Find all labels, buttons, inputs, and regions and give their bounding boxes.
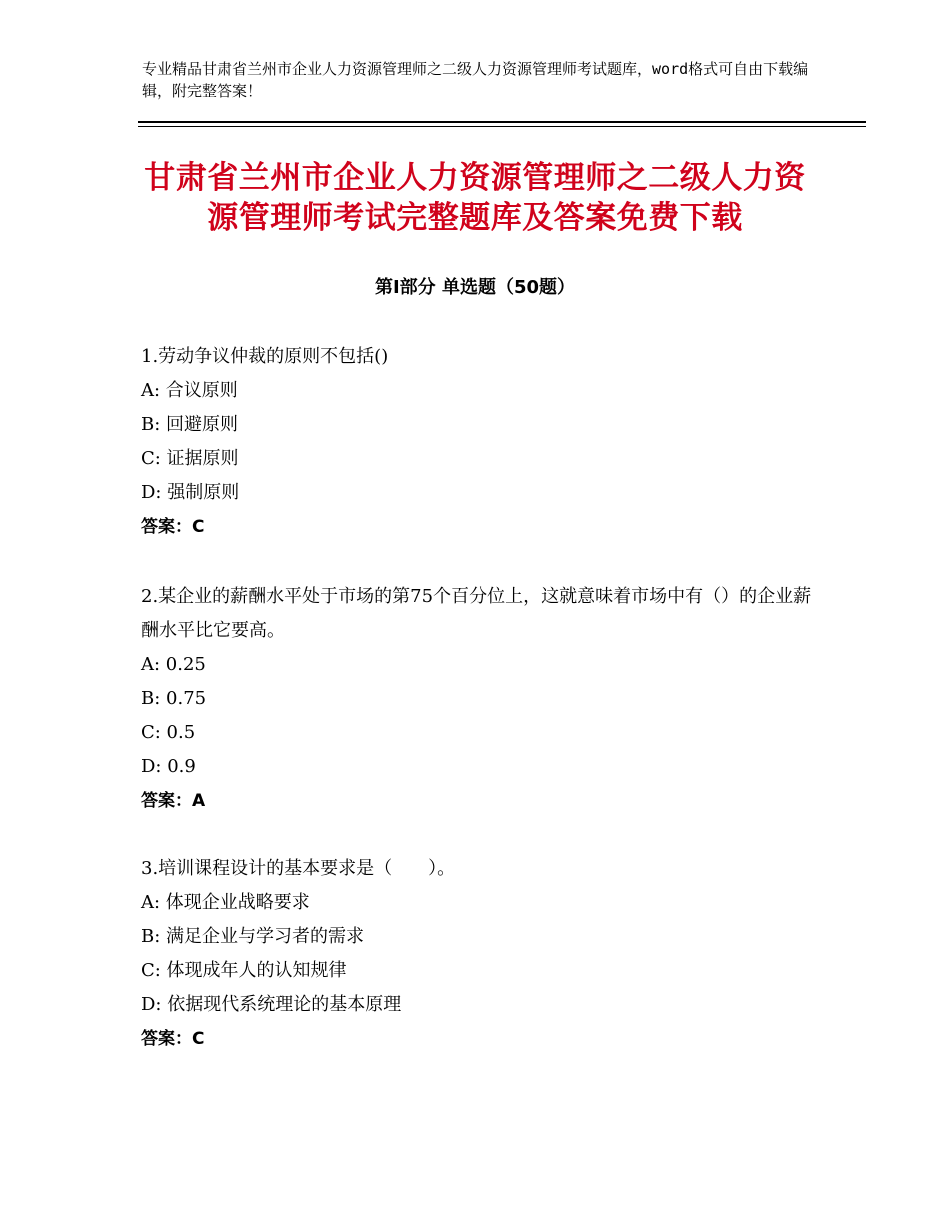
option-b: B: 0.75 (141, 688, 207, 709)
question-2 (141, 580, 821, 818)
option-a: A: 0.25 (141, 654, 206, 675)
question-stem: 1.劳动争议仲裁的原则不包括() (141, 346, 389, 367)
header-divider-thin (138, 126, 866, 127)
option-b: B: 回避原则 (141, 414, 239, 435)
answer-label: 答案：C (141, 517, 205, 537)
option-c: C: 0.5 (141, 722, 196, 743)
question-stem: 3.培训课程设计的基本要求是（ ）。 (141, 858, 456, 879)
header-note: 专业精品甘肃省兰州市企业人力资源管理师之二级人力资源管理师考试题库，word格式可自由下载编辑，附完整答案！ (142, 60, 809, 100)
option-a: A: 合议原则 (141, 380, 238, 401)
answer-label: 答案：C (141, 1029, 205, 1049)
option-c: C: 证据原则 (141, 448, 239, 469)
option-a: A: 体现企业战略要求 (141, 892, 310, 913)
question-1 (141, 340, 821, 544)
answer-label: 答案：A (141, 791, 206, 811)
section-heading: 第Ⅰ部分 单选题（50题） (374, 277, 575, 298)
header-divider-thick (138, 121, 866, 123)
option-d: D: 0.9 (141, 756, 196, 777)
option-c: C: 体现成年人的认知规律 (141, 960, 347, 981)
document-title: 甘肃省兰州市企业人力资源管理师之二级人力资源管理师考试完整题库及答案免费下载 (144, 160, 806, 236)
option-b: B: 满足企业与学习者的需求 (141, 926, 365, 947)
question-3 (141, 852, 821, 1056)
option-d: D: 依据现代系统理论的基本原理 (141, 994, 402, 1015)
option-d: D: 强制原则 (141, 482, 240, 503)
question-stem: 2.某企业的薪酬水平处于市场的第75个百分位上，这就意味着市场中有（）的企业薪酬水平比它要高。 (141, 586, 812, 641)
